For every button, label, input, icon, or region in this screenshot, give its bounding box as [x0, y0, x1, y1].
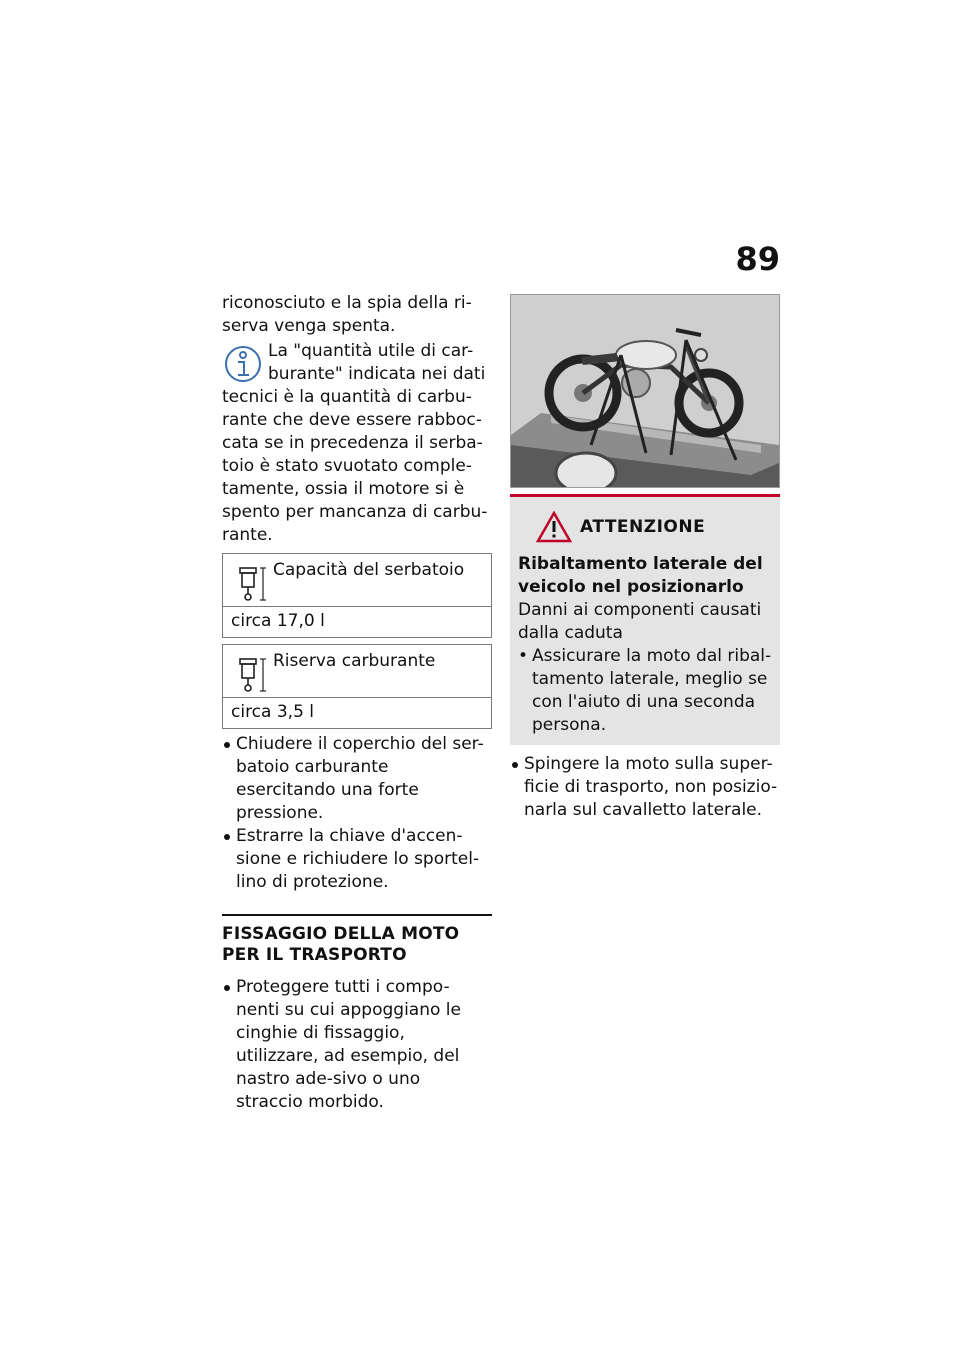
motorcycle-illustration	[511, 295, 779, 487]
spec-table-tank-capacity	[222, 553, 492, 638]
warning-box	[510, 494, 780, 745]
warning-header	[518, 511, 772, 545]
right-instruction-list	[510, 753, 780, 822]
info-icon	[224, 344, 262, 384]
spec-label: Capacità del serbatoio	[273, 560, 465, 580]
page-number: 89	[735, 240, 780, 278]
warning-consequence: Danni ai componenti causati dalla caduta	[518, 600, 762, 643]
instruction-list	[222, 733, 492, 894]
section-divider	[222, 914, 492, 916]
spec-header	[223, 645, 491, 698]
warning-list	[518, 645, 772, 737]
list-item: Chiudere il coperchio del ser-batoio carburante esercitando una forte pressione.	[222, 733, 492, 825]
spec-header	[223, 554, 491, 607]
spec-value: circa 3,5 l	[231, 702, 315, 722]
list-item: Estrarre la chiave d'accen-sione e richiudere lo sportel-lino di protezione.	[222, 825, 492, 894]
fuel-tank-icon	[237, 560, 269, 602]
warning-triangle-icon	[536, 511, 572, 543]
spec-label: Riserva carburante	[273, 651, 436, 671]
intro-paragraph: riconosciuto e la spia della ri-serva venga spenta.	[222, 293, 472, 336]
motorcycle-transport-photo	[510, 294, 780, 488]
list-item: Proteggere tutti i compo-nenti su cui appoggiano le cinghie di fissaggio, utilizzare, ad esempio, del nastro ade-sivo o uno straccio morbido.	[222, 976, 492, 1114]
fuel-tank-icon	[237, 651, 269, 693]
info-rest: tecnici è la quantità di carbu-rante che deve essere rabboc-cata se in precedenza il serba-toio è stato svuotato comple-tamente, ossia il motore si è spento per mancanza di carbu-rante.	[222, 387, 488, 545]
left-column	[222, 292, 492, 1114]
info-note	[222, 340, 492, 547]
right-column	[510, 294, 780, 822]
warning-heading: Ribaltamento laterale del veicolo nel posizionarlo	[518, 554, 763, 597]
list-item: Spingere la moto sulla super-ficie di trasporto, non posizio-narla sul cavalletto laterale.	[510, 753, 780, 822]
info-first-lines: La "quantità utile di car-burante" indicata nei dati	[268, 341, 486, 384]
list-item: • Assicurare la moto dal ribal-tamento laterale, meglio se con l'aiuto di una seconda persona.	[518, 645, 772, 737]
warning-title: ATTENZIONE	[580, 517, 706, 537]
section-instruction-list	[222, 976, 492, 1114]
spec-table-fuel-reserve	[222, 644, 492, 729]
section-title: FISSAGGIO DELLA MOTO PER IL TRASPORTO	[222, 924, 460, 965]
spec-value: circa 17,0 l	[231, 611, 325, 631]
